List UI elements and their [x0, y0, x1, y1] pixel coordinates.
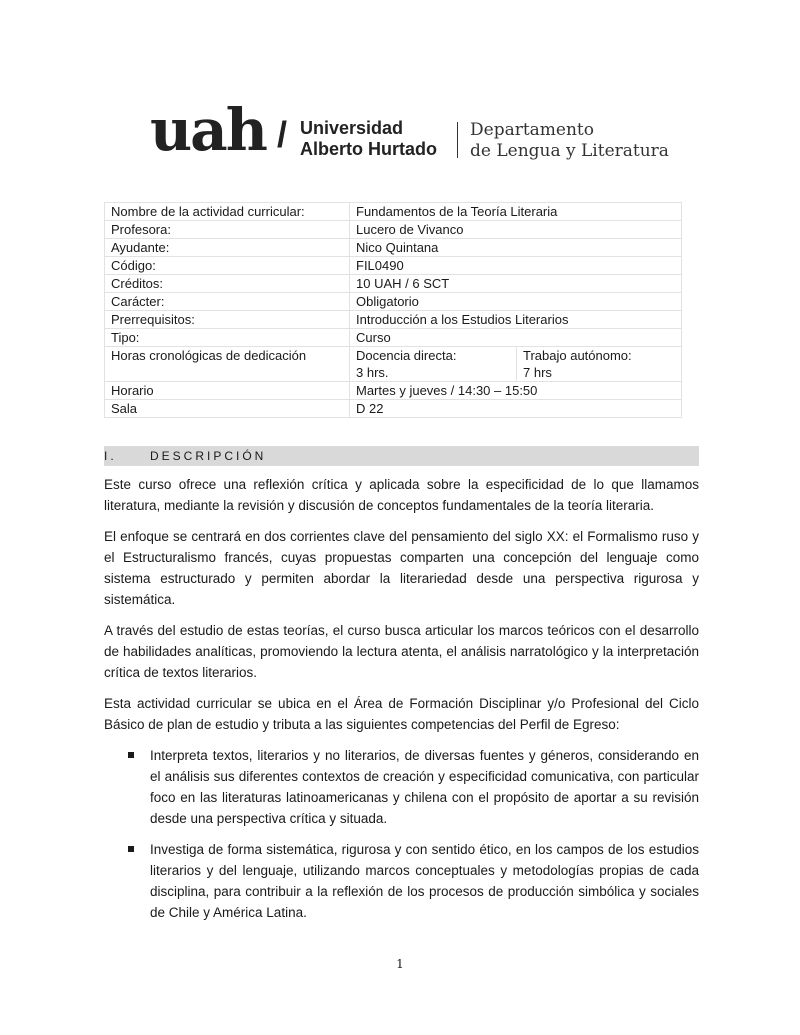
table-row	[105, 382, 682, 400]
row-value: Introducción a los Estudios Literarios	[350, 311, 682, 329]
row-label: Código:	[105, 257, 350, 275]
paragraph: Esta actividad curricular se ubica en el Área de Formación Disciplinar y/o Profesional del Ciclo Básico de plan de estudio y tributa a las siguientes competencias del Perfil de Egreso:	[104, 696, 699, 732]
row-value: Lucero de Vivanco	[350, 221, 682, 239]
logo-slash: /	[277, 114, 288, 155]
autonomous-hours-label: Trabajo autónomo:	[523, 348, 632, 363]
table-row	[105, 257, 682, 275]
table-row	[105, 311, 682, 329]
square-bullet-icon	[128, 846, 134, 852]
table-row	[105, 329, 682, 347]
department-line-2: de Lengua y Literatura	[470, 141, 669, 161]
row-label: Prerrequisitos:	[105, 311, 350, 329]
row-label: Horario	[105, 382, 350, 400]
university-line-1: Universidad	[300, 118, 404, 138]
row-label: Horas cronológicas de dedicación	[105, 347, 350, 382]
table-row	[105, 275, 682, 293]
row-value: 10 UAH / 6 SCT	[350, 275, 682, 293]
logo-divider	[457, 122, 458, 158]
direct-hours-cell	[350, 347, 517, 382]
paragraph: El enfoque se centrará en dos corrientes clave del pensamiento del siglo XX: el Formalismo ruso y el Estructuralismo francés, cuyas propuestas comparten una concepción del lenguaje como sistema estructurado y permiten abordar la literariedad desde una perspectiva rigurosa y sistemática.	[104, 529, 699, 607]
row-label: Sala	[105, 400, 350, 418]
row-value: Nico Quintana	[350, 239, 682, 257]
university-name	[300, 118, 437, 160]
table-row-hours	[105, 347, 682, 382]
row-label: Ayudante:	[105, 239, 350, 257]
section-title: DESCRIPCIÓN	[150, 449, 267, 463]
page-number: 1	[396, 957, 404, 971]
competency-text: Interpreta textos, literarios y no literarios, de diversas fuentes y géneros, considerando en el análisis sus diferentes contextos de creación y especificidad comunicativa, con particular foco en las literaturas latinoamericanas y chilena con el propósito de aportar a su revisión desde una perspectiva crítica y situada.	[150, 748, 699, 826]
row-value: Curso	[350, 329, 682, 347]
university-line-2: Alberto Hurtado	[300, 139, 437, 159]
direct-hours-value: 3 hrs.	[356, 365, 389, 380]
table-row	[105, 400, 682, 418]
department-line-1: Departamento	[470, 120, 594, 140]
list-item	[104, 839, 699, 923]
table-row	[105, 239, 682, 257]
row-label: Tipo:	[105, 329, 350, 347]
competency-text: Investiga de forma sistemática, rigurosa y con sentido ético, en los campos de los estudios literarios y del lenguaje, utilizando marcos conceptuales y metodologías propias de cada disciplina, para contribuir a la reflexión de los procesos de producción simbólica y sociales de Chile y América Latina.	[150, 842, 699, 920]
row-label: Créditos:	[105, 275, 350, 293]
row-label: Carácter:	[105, 293, 350, 311]
department-name	[470, 120, 669, 162]
uah-logo-mark: uah	[150, 96, 266, 164]
square-bullet-icon	[128, 752, 134, 758]
table-row	[105, 203, 682, 221]
row-value: Fundamentos de la Teoría Literaria	[350, 203, 682, 221]
competency-list	[104, 745, 699, 923]
page-header	[150, 96, 670, 170]
row-value: D 22	[350, 400, 682, 418]
row-label: Nombre de la actividad curricular:	[105, 203, 350, 221]
row-label: Profesora:	[105, 221, 350, 239]
table-row	[105, 293, 682, 311]
row-value: Martes y jueves / 14:30 – 15:50	[350, 382, 682, 400]
section-number: I.	[104, 449, 117, 463]
description-body	[104, 474, 699, 933]
direct-hours-label: Docencia directa:	[356, 348, 457, 363]
paragraph: A través del estudio de estas teorías, el curso busca articular los marcos teóricos con el desarrollo de habilidades analíticas, promoviendo la lectura atenta, el análisis narratológico y la interpretación crítica de textos literarios.	[104, 623, 699, 680]
autonomous-hours-value: 7 hrs	[523, 365, 552, 380]
autonomous-hours-cell	[517, 347, 682, 382]
paragraph: Este curso ofrece una reflexión crítica y aplicada sobre la especificidad de lo que llamamos literatura, mediante la revisión y discusión de conceptos fundamentales de la teoría literaria.	[104, 477, 699, 513]
section-heading	[104, 446, 699, 466]
row-value: FIL0490	[350, 257, 682, 275]
course-info-table	[104, 202, 682, 418]
table-row	[105, 221, 682, 239]
row-value: Obligatorio	[350, 293, 682, 311]
list-item	[104, 745, 699, 829]
